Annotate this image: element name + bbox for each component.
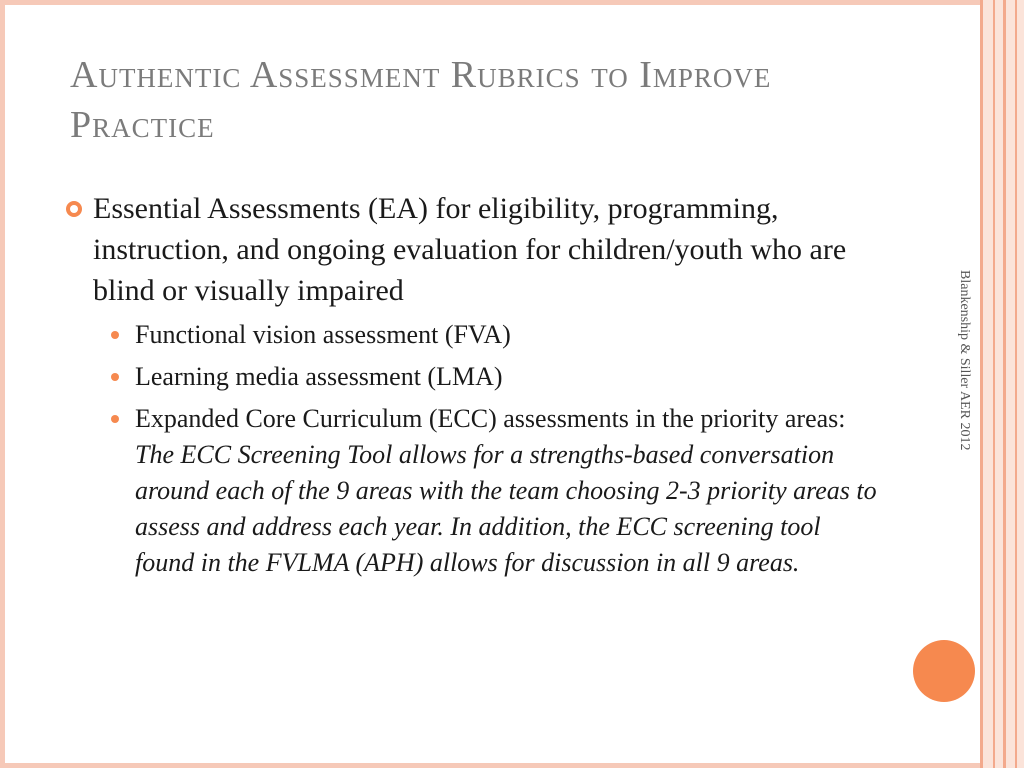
dot-bullet-icon xyxy=(111,415,119,423)
ring-bullet-icon xyxy=(66,201,82,217)
sub-bullet-fva xyxy=(66,317,886,353)
slide-body xyxy=(66,188,886,581)
sub-bullet-ecc xyxy=(66,401,886,581)
dot-bullet-icon xyxy=(111,373,119,381)
slide-border-left xyxy=(0,0,5,768)
slide-border-bottom xyxy=(0,763,980,768)
bullet-text: Essential Assessments (EA) for eligibility, programming, instruction, and ongoing evaluation for children/youth who are blind or visually impaired xyxy=(93,192,847,307)
slide-border-top xyxy=(0,0,980,5)
decorative-orange-circle xyxy=(913,640,975,702)
sub-bullet-text: Learning media assessment (LMA) xyxy=(135,362,503,391)
decorative-stripe xyxy=(1003,0,1006,768)
dot-bullet-icon xyxy=(111,331,119,339)
decorative-right-band xyxy=(980,0,1024,768)
sub-bullet-lma xyxy=(66,359,886,395)
decorative-stripe xyxy=(1015,0,1017,768)
bullet-essential-assessments xyxy=(66,188,886,311)
sub-bullet-italic-text: The ECC Screening Tool allows for a strengths-based conversation around each of the 9 areas with the team choosing 2-3 priority areas to assess and address each year. In addition, the ECC screening tool found in the FVLMA (APH) allows for discussion in all 9 areas. xyxy=(135,440,877,577)
sub-bullet-text: Expanded Core Curriculum (ECC) assessments in the priority areas: xyxy=(135,404,846,433)
slide-title: Authentic Assessment Rubrics to Improve Practice xyxy=(70,54,772,146)
decorative-stripe xyxy=(993,0,995,768)
sub-bullet-text: Functional vision assessment (FVA) xyxy=(135,320,511,349)
side-attribution: Blankenship & Siller AER 2012 xyxy=(957,270,972,451)
decorative-stripe xyxy=(980,0,983,768)
